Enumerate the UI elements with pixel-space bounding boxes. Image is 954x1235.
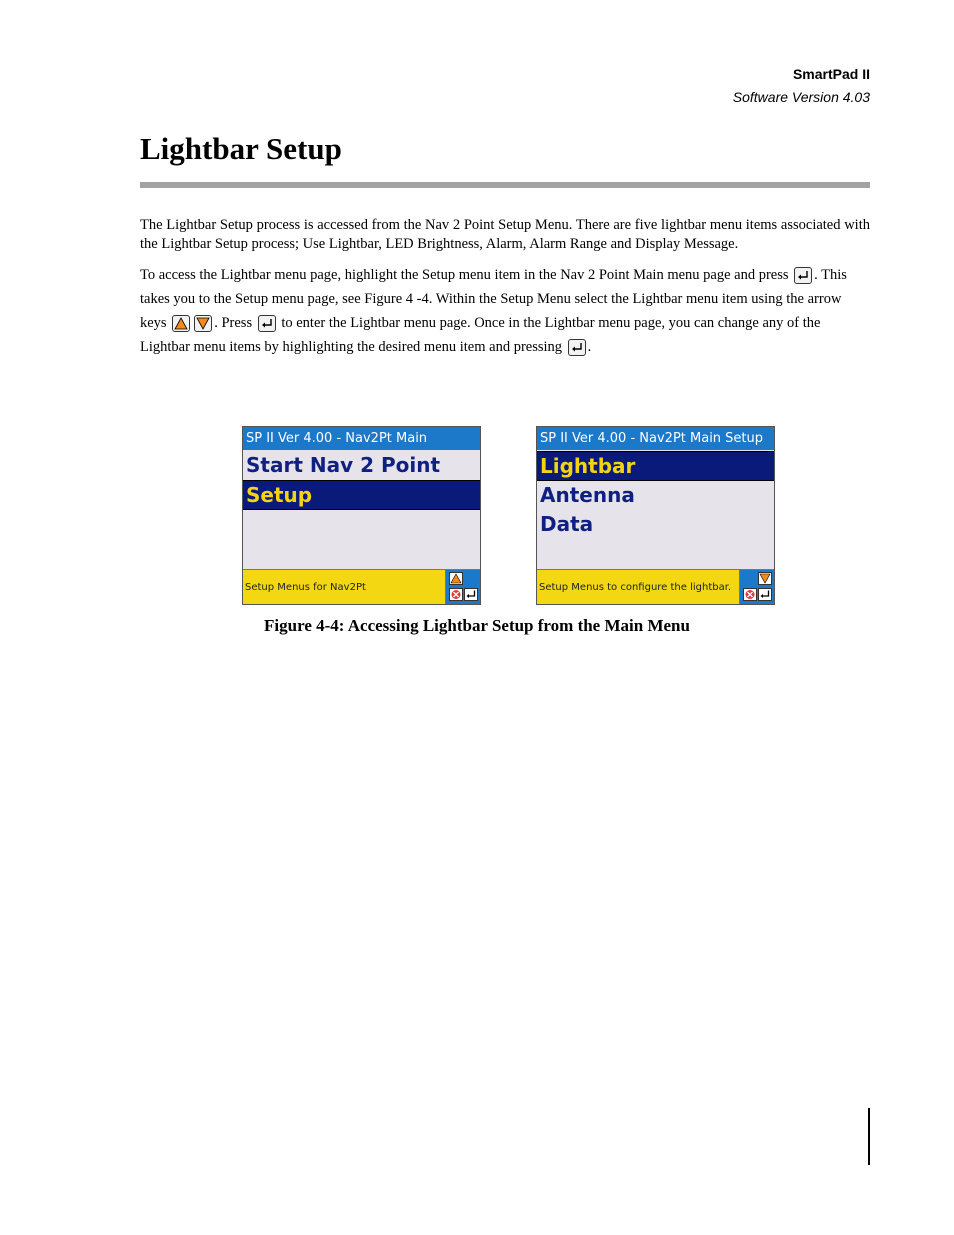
instructions-text-5: . <box>587 339 592 355</box>
device-screen-setup <box>536 426 775 605</box>
figure-caption: Figure 4-4: Accessing Lightbar Setup from the Main Menu <box>264 616 690 635</box>
instructions-text-3: . Press <box>214 315 256 331</box>
enter-key-icon[interactable] <box>464 588 478 601</box>
page-title: Lightbar Setup <box>140 131 342 166</box>
menu-item-antenna[interactable]: Antenna <box>540 483 635 507</box>
instructions-text-2: . This takes you to the Setup menu page, see Figure 4 -4. Within the Setup Menu select the Lightbar menu item using the arrow keys <box>140 267 847 331</box>
screen-status-bar: Setup Menus for Nav2Pt <box>243 569 445 604</box>
change-bar <box>868 1108 870 1165</box>
menu-item-lightbar[interactable]: Lightbar <box>537 451 774 481</box>
screen-key-icons <box>445 569 480 604</box>
header-version: Software Version 4.03 <box>732 89 870 105</box>
instructions-text-1: To access the Lightbar menu page, highlight the Setup menu item in the Nav 2 Point Main menu page and press <box>140 267 793 283</box>
screen-key-icons <box>739 569 774 604</box>
cancel-icon[interactable] <box>449 588 463 601</box>
title-rule <box>140 182 870 188</box>
enter-key-icon <box>794 267 812 284</box>
screen-title-bar: SP II Ver 4.00 - Nav2Pt Main Setup <box>537 427 774 450</box>
menu-item-setup[interactable]: Setup <box>243 480 480 510</box>
instructions-paragraph <box>140 263 870 359</box>
screen-status-bar: Setup Menus to configure the lightbar. <box>537 569 739 604</box>
enter-key-icon <box>568 339 586 356</box>
header-product: SmartPad II <box>792 66 870 82</box>
menu-item-data[interactable]: Data <box>540 512 594 536</box>
up-arrow-icon <box>172 315 190 332</box>
enter-key-icon[interactable] <box>758 588 772 601</box>
screen-title-bar: SP II Ver 4.00 - Nav2Pt Main <box>243 427 480 450</box>
up-arrow-icon[interactable] <box>449 572 463 585</box>
device-screen-main <box>242 426 481 605</box>
instructions-text-4: to enter the Lightbar menu page. Once in the Lightbar menu page, you can change any of the Lightbar menu items by highlighting the desired menu item and pressing <box>140 315 821 355</box>
enter-key-icon <box>258 315 276 332</box>
menu-item-start-nav[interactable]: Start Nav 2 Point <box>246 453 441 477</box>
down-arrow-icon <box>194 315 212 332</box>
down-arrow-icon[interactable] <box>758 572 772 585</box>
cancel-icon[interactable] <box>743 588 757 601</box>
intro-paragraph: The Lightbar Setup process is accessed from the Nav 2 Point Setup Menu. There are five lightbar menu items associated with the Lightbar Setup process; Use Lightbar, LED Brightness, Alarm, Alarm Range and Display Message. <box>140 217 870 252</box>
